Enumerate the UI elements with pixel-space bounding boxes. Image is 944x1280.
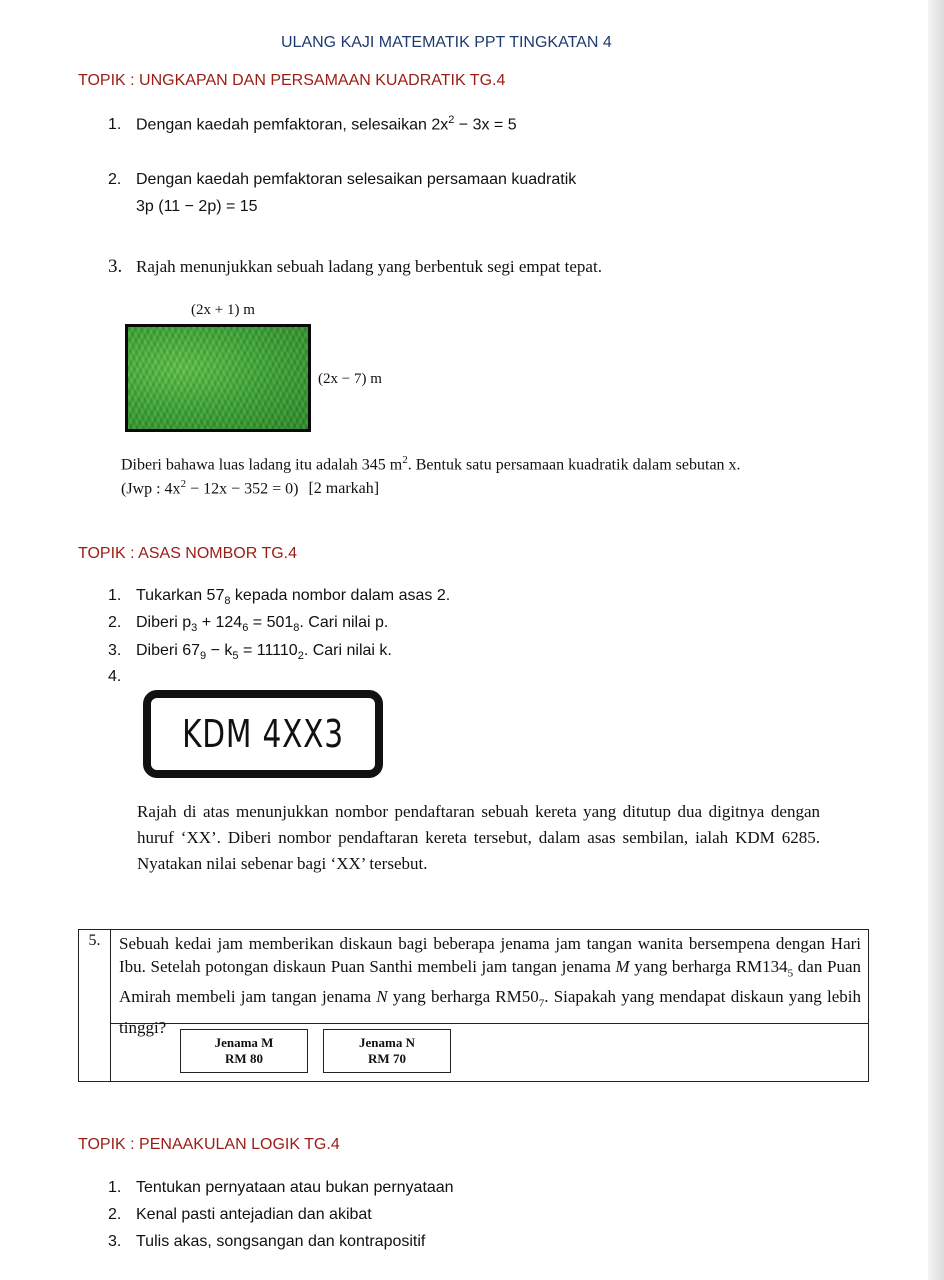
question-number: 5. (79, 930, 111, 1081)
grass-field-image (125, 324, 311, 432)
brand-n-price-box (323, 1029, 451, 1073)
brand-n-name: Jenama N (359, 1035, 415, 1050)
answer-part: − 12x − 352 = 0) (186, 480, 299, 498)
base-subscript: 5 (787, 967, 794, 980)
license-plate (143, 690, 383, 778)
question-text: Dengan kaedah pemfaktoran selesaikan persamaan kuadratik (136, 171, 577, 188)
brand-m-price: RM 80 (225, 1051, 263, 1066)
text-part: yang berharga RM50 (387, 987, 539, 1007)
item-text: Tulis akas, songsangan dan kontrapositif (136, 1233, 426, 1250)
question-part: Diberi 67 (136, 642, 201, 659)
quadratic-question-1 (108, 114, 517, 134)
logic-item-3 (108, 1233, 425, 1251)
question-part: = 11110 (238, 642, 298, 659)
question-number: 3. (108, 642, 122, 659)
text-part: yang berharga RM134 (629, 957, 788, 976)
field-side-label: (2x − 7) m (318, 371, 382, 387)
question-number: 2. (108, 614, 122, 631)
quadratic-given-text (121, 454, 741, 474)
base-subscript: 8 (224, 595, 231, 608)
answer-exponent: 2 (180, 478, 187, 490)
question-number: 3. (108, 256, 123, 277)
base-subscript: 2 (297, 650, 304, 663)
equation-exponent: 2 (448, 114, 455, 126)
item-text: Tentukan pernyataan atau bukan pernyataan (136, 1179, 454, 1196)
question-number: 2. (108, 171, 122, 188)
table-divider (111, 1023, 868, 1024)
number-base-question-4-number: 4. (108, 668, 122, 685)
brand-m-price-box (180, 1029, 308, 1073)
question-part: . Cari nilai p. (299, 614, 389, 631)
quadratic-equation-2: 3p (11 − 2p) = 15 (136, 198, 258, 215)
quadratic-answer-text (121, 478, 379, 498)
number-base-question-1 (108, 587, 450, 607)
question-part: Diberi p (136, 614, 192, 631)
question-text: Dengan kaedah pemfaktoran, selesaikan (136, 116, 432, 134)
given-part: . Bentuk satu persamaan kuadratik dalam sebutan x. (407, 456, 741, 474)
question-part: = 501 (248, 614, 294, 631)
question-part: kepada nombor dalam asas 2. (230, 587, 451, 604)
license-plate-text: KDM 4XX3 (182, 712, 344, 756)
text-part: . Siapakah yang mendapat diskaun yang lebih tinggi? (119, 987, 861, 1037)
given-part: Diberi bahawa luas ladang itu adalah 345 m (121, 456, 403, 474)
page-title: ULANG KAJI MATEMATIK PPT TINGKATAN 4 (281, 34, 612, 51)
text-part: dan Puan Amirah membeli jam tangan jenama (119, 957, 861, 1007)
equation-part: − 3x = 5 (454, 116, 517, 134)
answer-part: (Jwp : 4x (121, 480, 181, 498)
page-edge-shadow (928, 0, 944, 1280)
base-subscript: 3 (191, 622, 198, 635)
question-part: Tukarkan 57 (136, 587, 225, 604)
question-part: − k (206, 642, 233, 659)
question-part: . Cari nilai k. (303, 642, 392, 659)
text-part: Sebuah kedai jam memberikan diskaun bagi beberapa jenama jam tangan wanita bersempena dengan Hari Ibu. Setelah potongan diskaun Puan Santhi membeli jam tangan jenama (119, 934, 861, 976)
logic-item-1 (108, 1179, 454, 1197)
base-subscript: 9 (200, 650, 207, 663)
equation-part: 2x (431, 116, 449, 134)
topic-quadratic-heading: TOPIK : UNGKAPAN DAN PERSAMAAN KUADRATIK TG.4 (78, 72, 506, 89)
question-part: + 124 (197, 614, 243, 631)
field-top-label: (2x + 1) m (191, 302, 255, 318)
quadratic-question-2 (108, 171, 576, 189)
item-number: 1. (108, 1179, 122, 1196)
brand-n: N (376, 987, 388, 1007)
number-base-question-2 (108, 614, 388, 634)
question-text: Rajah menunjukkan sebuah ladang yang berbentuk segi empat tepat. (136, 257, 602, 276)
base-subscript: 5 (232, 650, 239, 663)
quadratic-question-3 (108, 256, 602, 278)
brand-m-name: Jenama M (214, 1035, 274, 1050)
base-subscript: 6 (242, 622, 249, 635)
base-subscript: 8 (293, 622, 300, 635)
brand-n-price: RM 70 (368, 1051, 406, 1066)
marks-label: [2 markah] (308, 480, 380, 498)
question-number: 1. (108, 116, 122, 134)
number-base-question-3 (108, 642, 392, 662)
item-number: 2. (108, 1206, 122, 1223)
item-text: Kenal pasti antejadian dan akibat (136, 1206, 372, 1223)
brand-m: M (615, 957, 630, 976)
logic-item-2 (108, 1206, 372, 1224)
base-subscript: 7 (538, 997, 545, 1010)
license-plate-question-text: Rajah di atas menunjukkan nombor pendaftaran sebuah kereta yang ditutup dua digitnya dengan huruf ‘XX’. Diberi nombor pendaftaran kereta tersebut, dalam asas sembilan, ialah KDM 6285. Nyatakan nilai sebenar bagi ‘XX’ tersebut. (137, 802, 820, 873)
topic-logic-heading: TOPIK : PENAAKULAN LOGIK TG.4 (78, 1136, 340, 1153)
item-number: 3. (108, 1233, 122, 1250)
given-exponent: 2 (402, 454, 408, 466)
question-number: 1. (108, 587, 122, 604)
topic-number-base-heading: TOPIK : ASAS NOMBOR TG.4 (78, 545, 298, 562)
